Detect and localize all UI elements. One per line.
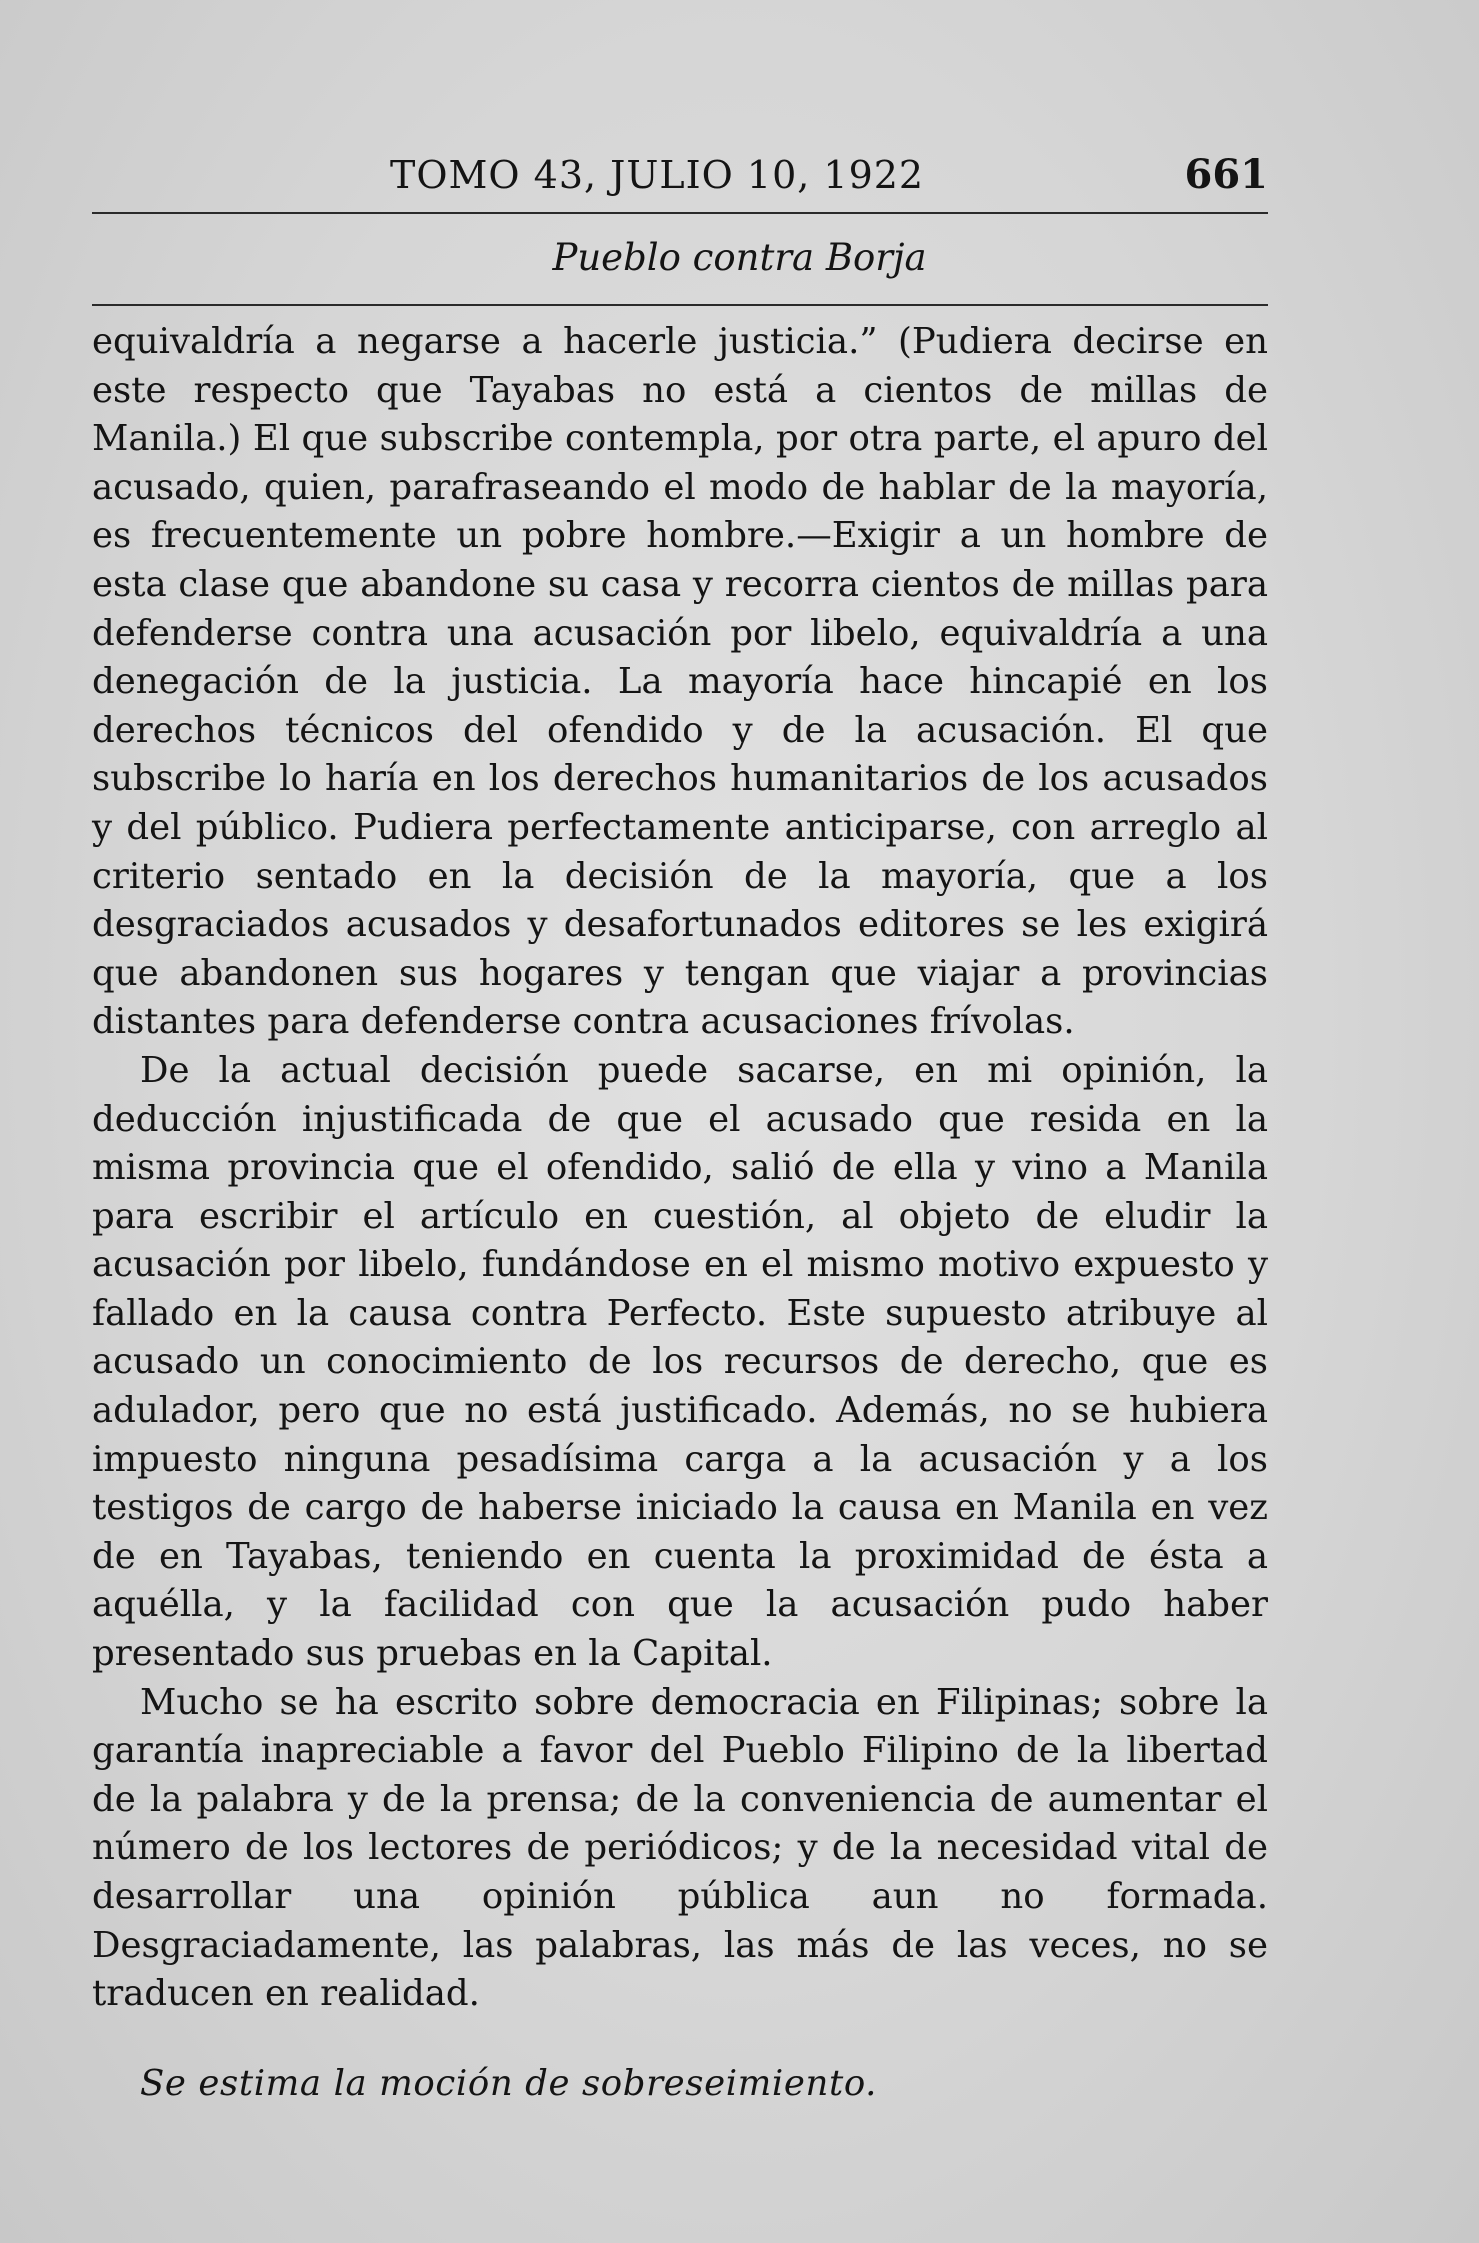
case-title: Pueblo contra Borja — [552, 236, 927, 279]
paragraph-3: Mucho se ha escrito sobre democracia en Filipinas; sobre la garantía inapreciable a favor del Pueblo Filipino de la libertad de la palabra y de la prensa; de la conveniencia de aumentar el número de los lectores de periódicos; y de la necesidad vital de desarrollar una opinión pública aun no formada. Desgraciadamente, las palabras, las más de las veces, no se traducen en realidad. — [92, 1681, 1268, 2015]
opinion-body — [92, 318, 1268, 2019]
page-header — [92, 145, 1268, 205]
ruling-line: Se estima la moción de sobreseimiento. — [140, 2063, 878, 2104]
header-rule-top — [92, 212, 1268, 214]
paragraph-2: De la actual decisión puede sacarse, en mi opinión, la deducción injustificada de que el acusado que resida en la misma provincia que el ofendido, salió de ella y vino a Manila para escribir el artículo en cuestión, al objeto de eludir la acusación por libelo, fundándose en el mismo motivo expuesto y fallado en la causa contra Perfecto. Este supuesto atribuye al acusado un conocimiento de los recursos de derecho, que es adulador, pero que no está justificado. Además, no se hubiera impuesto ninguna pesadísima carga a la acusación y a los testigos de cargo de haberse iniciado la causa en Manila en vez de en Tayabas, teniendo en cuenta la proximidad de ésta a aquélla, y la facilidad con que la acusación pudo haber presentado sus pruebas en la Capital. — [92, 1049, 1268, 1675]
paragraph-1: equivaldría a negarse a hacerle justicia.” (Pudiera decirse en este respecto que Tayabas no está a cientos de millas de Manila.) El que subscribe contempla, por otra parte, el apuro del acusado, quien, parafraseando el modo de hablar de la mayoría, es frecuentemente un pobre hombre.—Exigir a un hombre de esta clase que abandone su casa y recorra cientos de millas para defenderse contra una acusación por libelo, equivaldría a una denegación de la justicia. La mayoría hace hincapié en los derechos técnicos del ofendido y de la acusación. El que subscribe lo haría en los derechos humanitarios de los acusados y del público. Pudiera perfectamente anticiparse, con arreglo al criterio sentado en la decisión de la mayoría, que a los desgraciados acusados y desafortunados editores se les exigirá que abandonen sus hogares y tengan que viajar a provincias distantes para defenderse contra acusaciones frívolas. — [92, 321, 1268, 1043]
page-number: 661 — [1184, 151, 1268, 198]
running-title: TOMO 43, JULIO 10, 1922 — [390, 153, 925, 197]
header-rule-bottom — [92, 304, 1268, 306]
